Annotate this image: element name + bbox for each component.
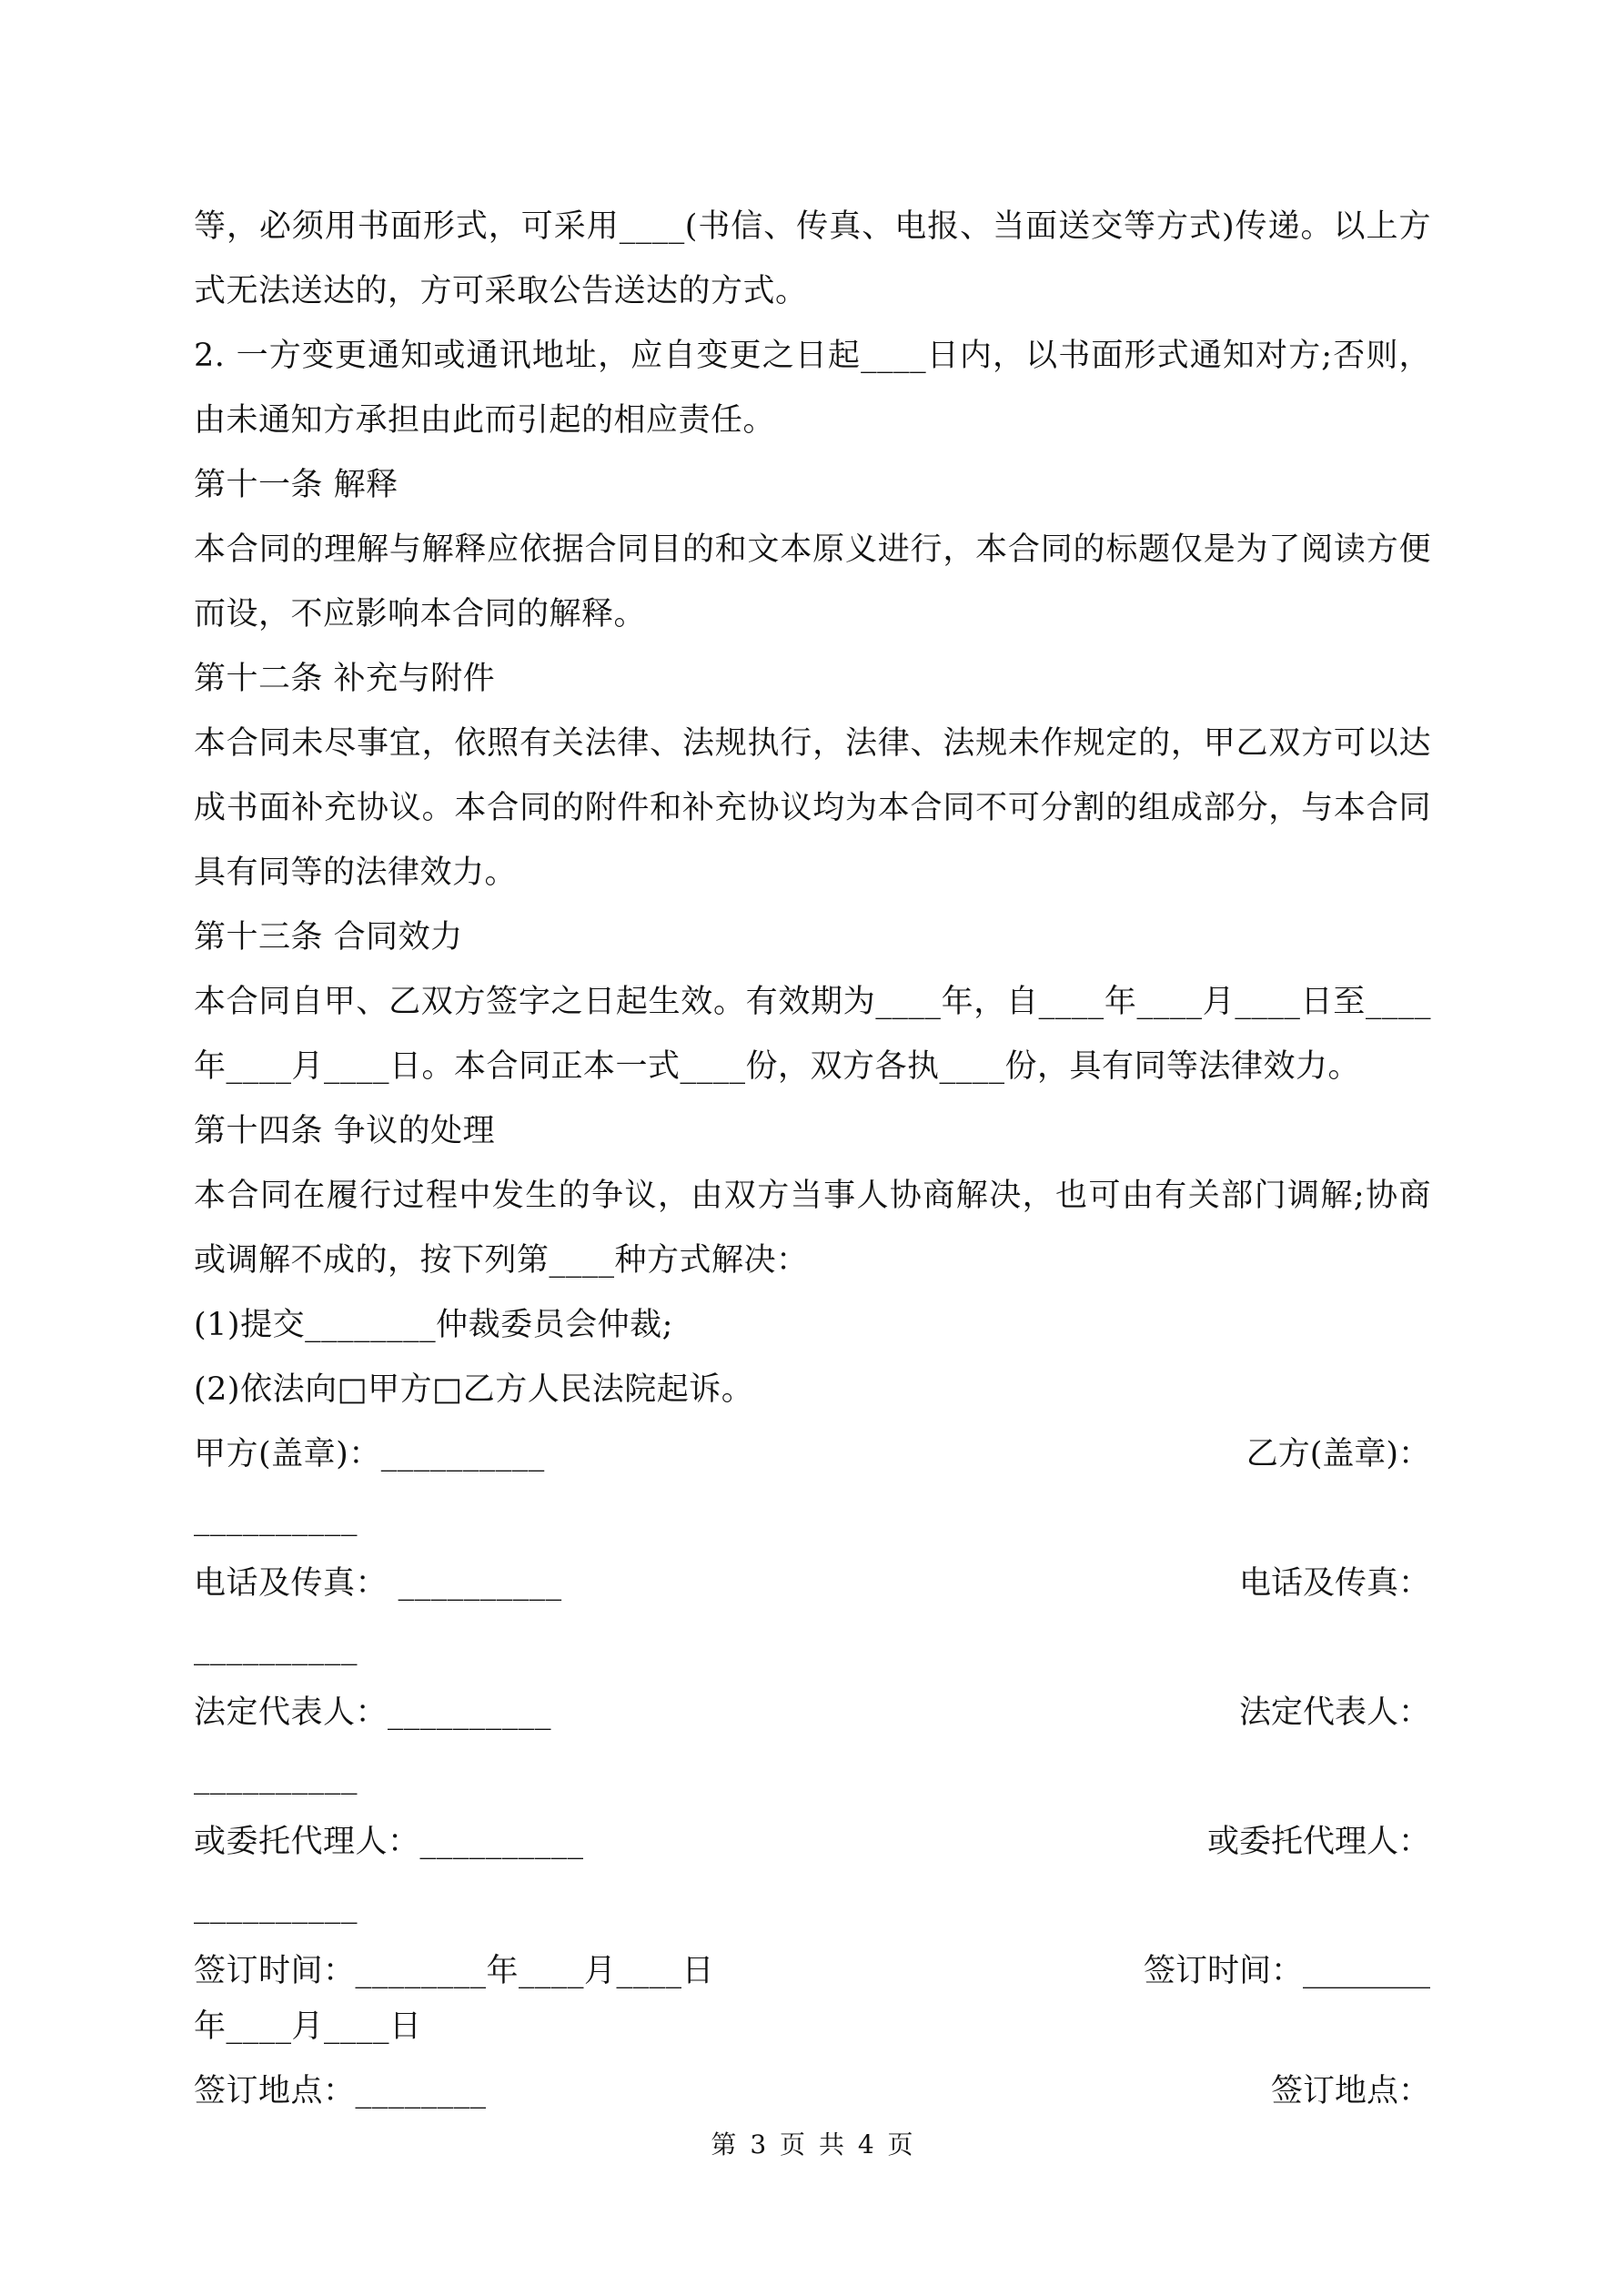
party-b-seal-blank: __________ <box>194 1501 358 1537</box>
text-line: 本合同在履行过程中发生的争议，由双方当事人协商解决，也可由有关部门调解;协商 <box>194 1178 1431 1214</box>
section-heading: 第十二条 补充与附件 <box>194 661 496 697</box>
party-a-legal-rep-label: 法定代表人：__________ <box>194 1694 552 1731</box>
text-line: 而设，不应影响本合同的解释。 <box>194 596 647 632</box>
text-line: 本合同未尽事宜，依照有关法律、法规执行，法律、法规未作规定的，甲乙双方可以达 <box>194 725 1431 762</box>
text-line: 成书面补充协议。本合同的附件和补充协议均为本合同不可分割的组成部分，与本合同 <box>194 790 1431 826</box>
party-b-phone-blank: __________ <box>194 1630 358 1666</box>
party-b-legal-rep-label: 法定代表人： <box>1238 1694 1430 1731</box>
text-line: 本合同的理解与解释应依据合同目的和文本原义进行，本合同的标题仅是为了阅读方便 <box>194 531 1431 568</box>
party-b-seal-label: 乙方(盖章)： <box>1246 1436 1430 1472</box>
text-line: (1)提交________仲裁委员会仲裁; <box>194 1307 673 1343</box>
party-b-sign-place: 签订地点： <box>1270 2073 1430 2109</box>
text-line: 2. 一方变更通知或通讯地址，应自变更之日起____日内，以书面形式通知对方;否则， <box>194 338 1431 374</box>
text-line: 或调解不成的，按下列第____种方式解决： <box>194 1242 809 1279</box>
text-line: 由未通知方承担由此而引起的相应责任。 <box>194 402 776 439</box>
party-b-sign-date-cont: 年____月____日 <box>194 2008 422 2045</box>
text-line: 等，必须用书面形式，可采用____(书信、传真、电报、当面送交等方式)传递。以上方 <box>194 208 1431 245</box>
party-a-sign-date: 签订时间：________年____月____日 <box>194 1953 715 1989</box>
party-b-phone-label: 电话及传真： <box>1238 1565 1430 1602</box>
party-a-sign-place: 签订地点：________ <box>194 2073 487 2109</box>
text-line: 本合同自甲、乙双方签字之日起生效。有效期为____年，自____年____月____日至____ <box>194 984 1431 1020</box>
text-line: 年____月____日。本合同正本一式____份，双方各执____份，具有同等法律效力。 <box>194 1048 1361 1085</box>
party-b-sign-date: 签订时间：________ <box>1143 1953 1430 1989</box>
party-b-agent-label: 或委托代理人： <box>1206 1824 1430 1860</box>
party-b-legal-rep-blank: __________ <box>194 1759 358 1795</box>
text-line: 式无法送达的，方可采取公告送达的方式。 <box>194 273 808 309</box>
page-number-footer: 第 3 页 共 4 页 <box>711 2129 913 2159</box>
section-heading: 第十四条 争议的处理 <box>194 1113 496 1149</box>
party-a-phone-label: 电话及传真： __________ <box>194 1565 562 1602</box>
party-a-seal-label: 甲方(盖章)：__________ <box>194 1436 545 1472</box>
section-heading: 第十一条 解释 <box>194 467 398 503</box>
party-a-agent-label: 或委托代理人：__________ <box>194 1824 584 1860</box>
section-heading: 第十三条 合同效力 <box>194 919 463 956</box>
party-b-agent-blank: __________ <box>194 1888 358 1925</box>
text-line: 具有同等的法律效力。 <box>194 855 518 891</box>
text-line: (2)依法向□甲方□乙方人民法院起诉。 <box>194 1371 754 1408</box>
